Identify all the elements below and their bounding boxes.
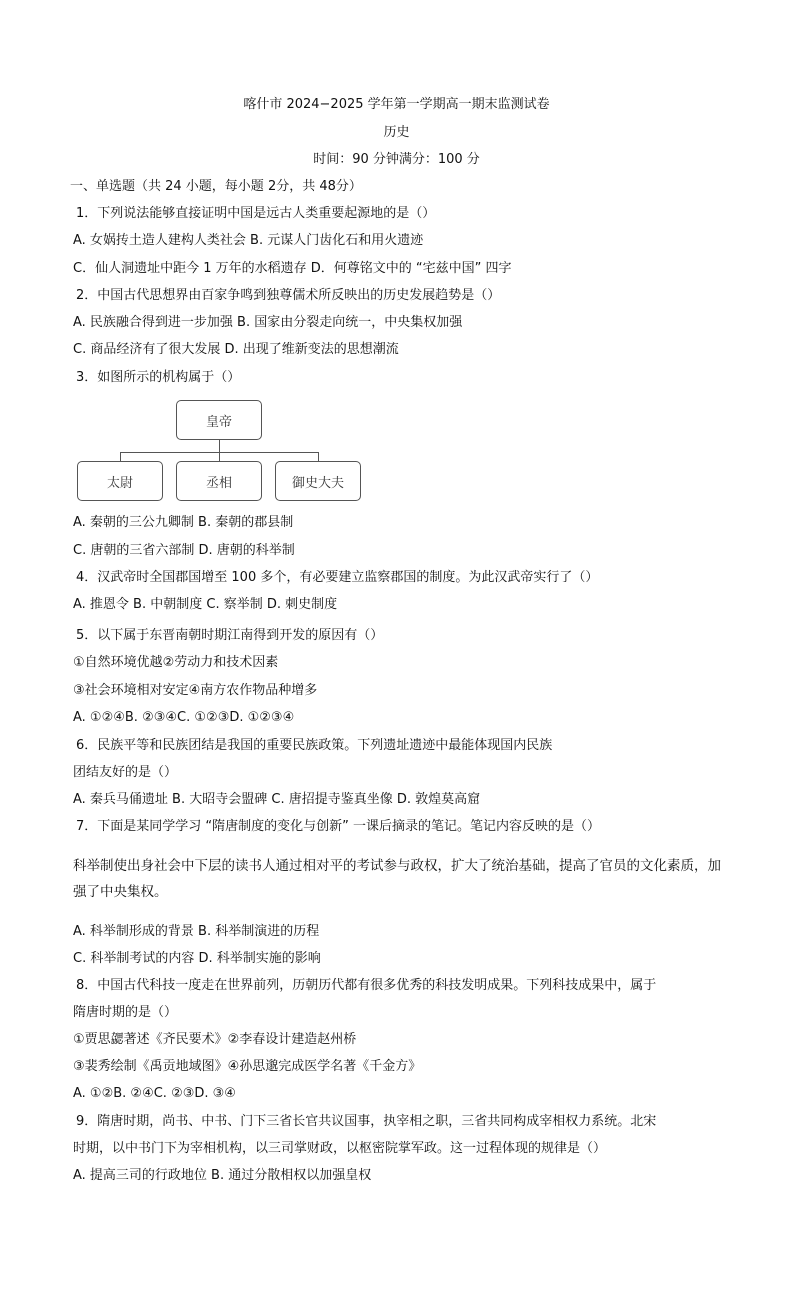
q5-items-12: ①自然环境优越②劳动力和技术因素 [73,655,279,670]
q1-options-cd: C．仙人洞遗址中距今 1 万年的水稻遗存 D．何尊铭文中的 “宅兹中国” 四字 [73,261,512,276]
diagram-node-taiwei: 太尉 [77,461,163,501]
q9-stem-line2: 时期，以中书门下为宰相机构，以三司掌财政，以枢密院掌军政。这一过程体现的规律是（） [73,1141,607,1156]
diagram-node-chancellor: 丞相 [176,461,262,501]
q2-stem: 2．中国古代思想界由百家争鸣到独尊儒术所反映出的历史发展趋势是（） [76,288,501,303]
q7-options-cd: C. 科举制考试的内容 D. 科举制实施的影响 [73,951,321,966]
q4-stem: 4．汉武帝时全国郡国增至 100 多个，有必要建立监察郡国的制度。为此汉武帝实行了（） [76,570,599,585]
q6-options: A. 秦兵马俑遗址 B. 大昭寺会盟碑 C. 唐招提寺鉴真坐像 D. 敦煌莫高窟 [73,792,481,807]
subject-label: 历史 [383,125,410,140]
q8-stem-line1: 8．中国古代科技一度走在世界前列，历朝历代都有很多优秀的科技发明成果。下列科技成果中，属于 [76,978,657,993]
q1-stem: 1．下列说法能够直接证明中国是远古人类重要起源地的是（） [76,206,436,221]
q9-options-ab: A. 提高三司的行政地位 B. 通过分散相权以加强皇权 [73,1168,372,1183]
q5-items-34: ③社会环境相对安定④南方农作物品种增多 [73,683,318,698]
q7-options-ab: A. 科举制形成的背景 B. 科举制演进的历程 [73,924,320,939]
q8-stem-line2: 隋唐时期的是（） [73,1005,178,1020]
q6-stem-line2: 团结友好的是（） [73,765,178,780]
section-heading: 一、单选题（共 24 小题，每小题 2分，共 48分） [70,179,362,194]
q8-options: A. ①②B. ②④C. ②③D. ③④ [73,1086,236,1101]
diagram-connector [219,452,220,461]
q3-options-cd: C. 唐朝的三省六部制 D. 唐朝的科举制 [73,543,295,558]
q1-options-ab: A. 女娲抟土造人建构人类社会 B. 元谋人门齿化石和用火遗迹 [73,233,424,248]
exam-meta: 时间：90 分钟满分：100 分 [313,152,480,167]
diagram-connector [318,452,319,461]
diagram-connector [219,440,220,452]
q7-note-passage: 科举制使出身社会中下层的读书人通过相对平的考试参与政权，扩大了统治基础，提高了官员的文化素质，加强了中央集权。 [73,858,721,900]
q9-stem-line1: 9．隋唐时期，尚书、中书、门下三省长官共议国事，执宰相之职，三省共同构成宰相权力系统。北宋 [76,1114,657,1129]
exam-title: 喀什市 2024−2025 学年第一学期高一期末监测试卷 [243,97,550,112]
q3-options-ab: A. 秦朝的三公九卿制 B. 秦朝的郡县制 [73,515,294,530]
diagram-node-emperor: 皇帝 [176,400,262,440]
q4-options: A. 推恩令 B. 中朝制度 C. 察举制 D. 刺史制度 [73,597,338,612]
q5-stem: 5．以下属于东晋南朝时期江南得到开发的原因有（） [76,628,384,643]
q5-options: A. ①②④B. ②③④C. ①②③D. ①②③④ [73,710,295,725]
q2-options-ab: A. 民族融合得到进一步加强 B. 国家由分裂走向统一，中央集权加强 [73,315,463,330]
q3-stem: 3．如图所示的机构属于（） [76,370,241,385]
q8-items-34: ③裴秀绘制《禹贡地域图》④孙思邈完成医学名著《千金方》 [73,1059,422,1074]
q6-stem-line1: 6．民族平等和民族团结是我国的重要民族政策。下列遗址遗迹中最能体现国内民族 [76,738,553,753]
diagram-connector [120,452,121,461]
diagram-node-censor: 御史大夫 [275,461,361,501]
q7-stem: 7．下面是某同学学习 “隋唐制度的变化与创新” 一课后摘录的笔记。笔记内容反映的是（） [76,819,601,834]
q2-options-cd: C. 商品经济有了很大发展 D. 出现了维新变法的思想潮流 [73,342,399,357]
q8-items-12: ①贾思勰著述《齐民要术》②李春设计建造赵州桥 [73,1032,357,1047]
